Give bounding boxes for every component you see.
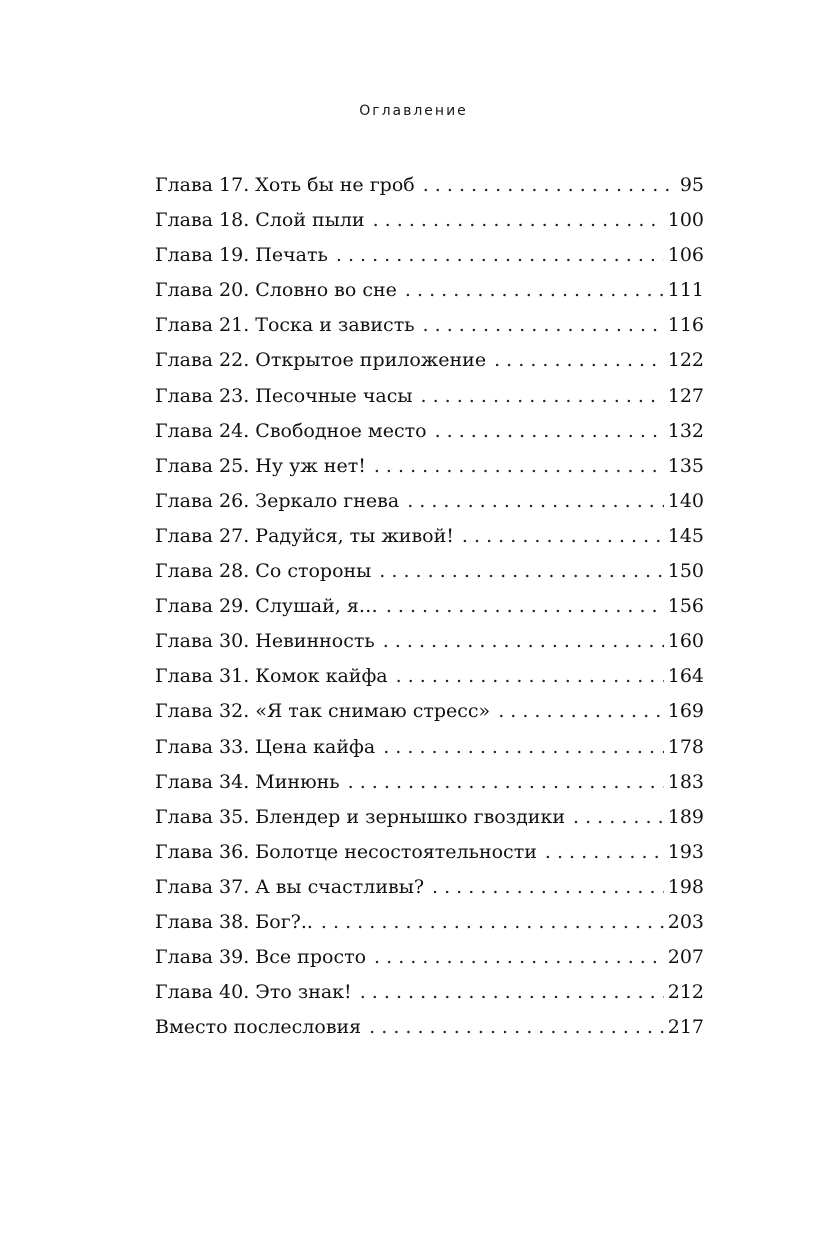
- toc-entry[interactable]: [155, 484, 704, 519]
- toc-entry[interactable]: [155, 940, 704, 975]
- toc-entry-title: Глава 33. Цена кайфа: [155, 735, 376, 758]
- toc-entry-title: Глава 28. Со стороны: [155, 560, 372, 583]
- toc-entry-title: Глава 24. Свободное место: [155, 419, 427, 442]
- toc-entry-page: 150: [667, 560, 704, 583]
- toc-entry[interactable]: [155, 308, 704, 343]
- toc-entry[interactable]: [155, 800, 704, 835]
- toc-entry-page: 178: [667, 735, 704, 758]
- toc-entry-title: Глава 40. Это знак!: [155, 981, 352, 1004]
- toc-entry-page: 193: [667, 840, 704, 863]
- toc-entry-page: 122: [667, 349, 704, 372]
- toc-entry-title: Глава 34. Минюнь: [155, 770, 340, 793]
- toc-entry[interactable]: [155, 835, 704, 870]
- toc-entry[interactable]: [155, 449, 704, 484]
- toc-entry-page: 156: [667, 595, 704, 618]
- toc-entry-title: Глава 29. Слушай, я…: [155, 595, 378, 618]
- toc-entry[interactable]: [155, 659, 704, 694]
- dot-leader: [379, 554, 663, 589]
- toc-entry-page: 198: [667, 875, 704, 898]
- toc-entry[interactable]: [155, 870, 704, 905]
- toc-entry[interactable]: [155, 273, 704, 308]
- toc-entry[interactable]: [155, 765, 704, 800]
- dot-leader: [545, 835, 664, 870]
- dot-leader: [462, 519, 664, 554]
- toc-entry[interactable]: [155, 414, 704, 449]
- toc-entry-page: 207: [667, 946, 704, 969]
- toc-entry[interactable]: [155, 1010, 704, 1045]
- dot-leader: [386, 589, 664, 624]
- dot-leader: [498, 694, 664, 729]
- toc-entry-title: Глава 22. Открытое приложение: [155, 349, 487, 372]
- toc-entry[interactable]: [155, 519, 704, 554]
- toc-entry-title: Глава 17. Хоть бы не гроб: [155, 174, 415, 196]
- toc-entry-title: Глава 39. Все просто: [155, 946, 367, 969]
- dot-leader: [423, 168, 676, 203]
- toc-entry[interactable]: [155, 694, 704, 729]
- toc-entry[interactable]: [155, 238, 704, 273]
- dot-leader: [360, 975, 664, 1010]
- toc-entry-page: 169: [667, 700, 704, 723]
- toc-entry-page: 160: [667, 630, 704, 653]
- dot-leader: [396, 659, 664, 694]
- dot-leader: [423, 308, 664, 343]
- toc-entry[interactable]: [155, 343, 704, 378]
- toc-entry-page: 183: [667, 770, 704, 793]
- toc-entry[interactable]: [155, 203, 704, 238]
- dot-leader: [407, 484, 664, 519]
- toc-entry-title: Глава 26. Зеркало гнева: [155, 489, 400, 512]
- toc-entry-title: Глава 30. Невинность: [155, 630, 375, 653]
- dot-leader: [348, 765, 664, 800]
- toc-entry-page: 203: [667, 910, 704, 933]
- toc-entry[interactable]: [155, 168, 704, 203]
- dot-leader: [383, 624, 664, 659]
- toc-entry-page: 135: [667, 454, 704, 477]
- dot-leader: [435, 414, 664, 449]
- toc-entry-page: 189: [667, 805, 704, 828]
- toc-entry-page: 217: [667, 1016, 704, 1039]
- dot-leader: [432, 870, 664, 905]
- dot-leader: [374, 449, 664, 484]
- running-header: Оглавление: [359, 103, 468, 119]
- dot-leader: [321, 905, 664, 940]
- toc-entry-page: 95: [679, 174, 704, 196]
- toc-entry[interactable]: [155, 975, 704, 1010]
- dot-leader: [494, 343, 664, 378]
- toc-entry-page: 100: [667, 209, 704, 232]
- dot-leader: [374, 940, 664, 975]
- toc-entry[interactable]: [155, 379, 704, 414]
- toc-entry[interactable]: [155, 730, 704, 765]
- toc-entry-title: Глава 36. Болотце несостоятельности: [155, 840, 537, 863]
- dot-leader: [420, 379, 663, 414]
- toc-entry-title: Глава 38. Бог?..: [155, 910, 313, 933]
- toc-entry-title: Глава 18. Слой пыли: [155, 209, 365, 232]
- toc-entry-title: Глава 21. Тоска и зависть: [155, 314, 415, 337]
- toc-entry-title: Глава 20. Словно во сне: [155, 279, 397, 302]
- dot-leader: [373, 203, 664, 238]
- toc-entry-title: Глава 27. Радуйся, ты живой!: [155, 524, 454, 547]
- table-of-contents: [155, 168, 704, 1045]
- toc-entry-title: Глава 31. Комок кайфа: [155, 665, 388, 688]
- toc-entry[interactable]: [155, 554, 704, 589]
- toc-entry-title: Глава 23. Песочные часы: [155, 384, 413, 407]
- toc-entry-title: Глава 35. Блендер и зернышко гвоздики: [155, 805, 566, 828]
- toc-entry-page: 140: [667, 489, 704, 512]
- toc-entry-page: 116: [667, 314, 704, 337]
- toc-entry-title: Глава 19. Печать: [155, 244, 328, 267]
- toc-entry-page: 127: [667, 384, 704, 407]
- toc-entry-page: 164: [667, 665, 704, 688]
- dot-leader: [336, 238, 664, 273]
- toc-entry-page: 212: [667, 981, 704, 1004]
- dot-leader: [383, 730, 664, 765]
- toc-entry-page: 106: [667, 244, 704, 267]
- dot-leader: [405, 273, 664, 308]
- toc-entry-title: Глава 32. «Я так снимаю стресс»: [155, 700, 491, 723]
- toc-entry-page: 145: [667, 524, 704, 547]
- toc-entry-page: 132: [667, 419, 704, 442]
- toc-entry-title: Глава 25. Ну уж нет!: [155, 454, 366, 477]
- toc-entry-title: Глава 37. А вы счастливы?: [155, 875, 425, 898]
- toc-entry[interactable]: [155, 589, 704, 624]
- toc-entry-title: Вместо послесловия: [155, 1016, 362, 1039]
- dot-leader: [369, 1010, 664, 1045]
- toc-entry[interactable]: [155, 624, 704, 659]
- toc-entry-page: 111: [667, 279, 704, 302]
- toc-entry[interactable]: [155, 905, 704, 940]
- dot-leader: [573, 800, 664, 835]
